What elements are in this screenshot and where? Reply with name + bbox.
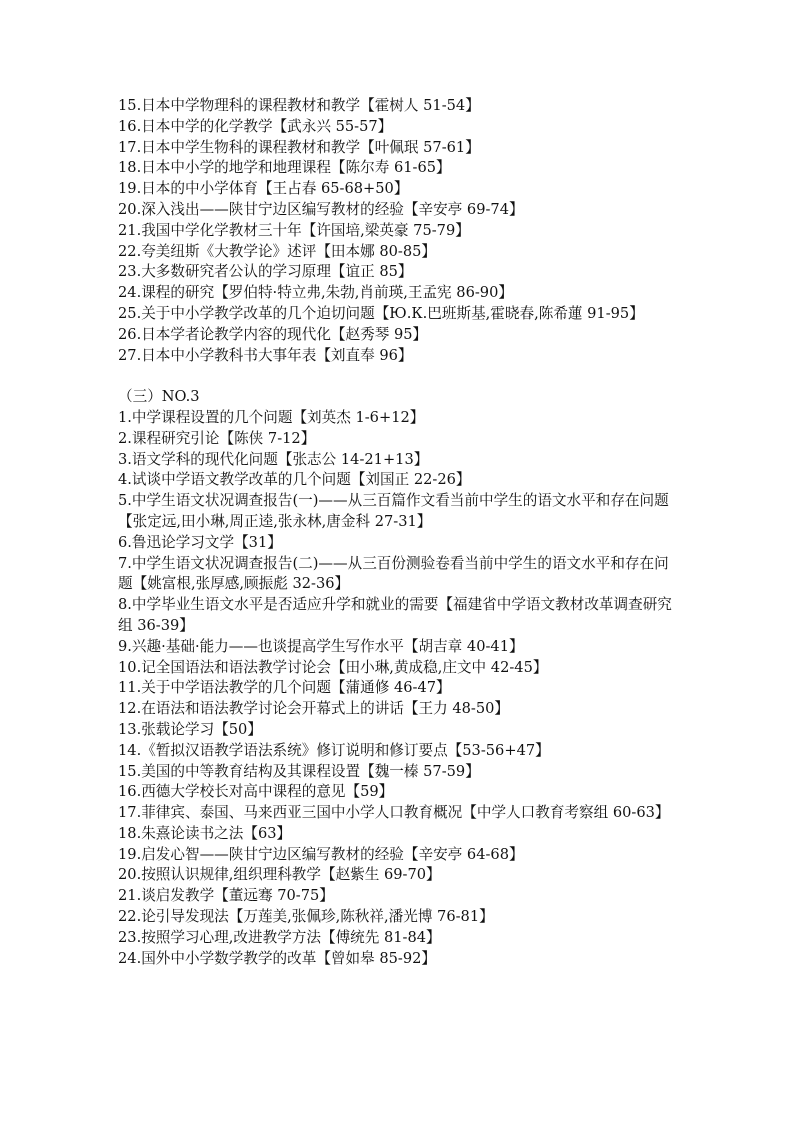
- list-item: 17.日本中学生物科的课程教材和教学【叶佩珉 57-61】: [118, 138, 480, 156]
- list-item: 11.关于中学语法教学的几个问题【蒲通修 46-47】: [118, 679, 451, 697]
- section-no3: [118, 387, 680, 969]
- list-item: 2.课程研究引论【陈侠 7-12】: [118, 429, 316, 447]
- list-item: 23.大多数研究者公认的学习原理【谊正 85】: [118, 263, 413, 281]
- list-item: 17.菲律宾、泰国、马来西亚三国中小学人口教育概况【中学人口教育考察组 60-63】: [118, 804, 670, 822]
- document-page: [118, 96, 680, 969]
- list-item: 27.日本中小学教科书大事年表【刘直奉 96】: [118, 346, 413, 364]
- list-item: 9.兴趣·基础·能力——也谈提高学生写作水平【胡吉章 40-41】: [118, 637, 524, 655]
- list-item: 16.日本中学的化学教学【武永兴 55-57】: [118, 117, 393, 135]
- section-heading: （三）NO.3: [118, 388, 200, 406]
- list-item: 18.朱熹论读书之法【63】: [118, 824, 292, 842]
- list-item: 10.记全国语法和语法教学讨论会【田小琳,黄成稳,庄文中 42-45】: [118, 658, 548, 676]
- list-item: 18.日本中小学的地学和地理课程【陈尔寿 61-65】: [118, 159, 451, 177]
- list-item: 14.《暂拟汉语教学语法系统》修订说明和修订要点【53-56+47】: [118, 741, 550, 759]
- list-item: 24.课程的研究【罗伯特·特立弗,朱勃,肖前瑛,王孟宪 86-90】: [118, 284, 513, 302]
- list-item: 15.日本中学物理科的课程教材和教学【霍树人 51-54】: [118, 97, 480, 114]
- list-item: 19.启发心智——陕甘宁边区编写教材的经验【辛安亭 64-68】: [118, 845, 524, 863]
- list-item: 20.按照认识规律,组织理科教学【赵紫生 69-70】: [118, 866, 441, 884]
- list-item: 26.日本学者论教学内容的现代化【赵秀琴 95】: [118, 325, 428, 343]
- list-item: 20.深入浅出——陕甘宁边区编写教材的经验【辛安亭 69-74】: [118, 200, 524, 218]
- list-item: 3.语文学科的现代化问题【张志公 14-21+13】: [118, 450, 429, 468]
- list-item: 7.中学生语文状况调查报告(二)——从三百份测验卷看当前中学生的语文水平和存在问题【姚富根,张厚感,顾振彪 32-36】: [118, 554, 669, 593]
- list-item: 8.中学毕业生语文水平是否适应升学和就业的需要【福建省中学语文教材改革调查研究组 36-39】: [118, 596, 672, 634]
- list-item: 25.关于中小学教学改革的几个迫切问题【Ю.К.巴班斯基,霍晓春,陈希蓮 91-95】: [118, 304, 644, 322]
- list-item: 22.论引导发现法【万莲美,张佩珍,陈秋祥,潘光博 76-81】: [118, 908, 494, 926]
- list-item: 15.美国的中等教育结构及其课程设置【魏一榛 57-59】: [118, 762, 480, 780]
- list-item: 23.按照学习心理,改进教学方法【傅统先 81-84】: [118, 928, 441, 946]
- list-item: 21.我国中学化学教材三十年【许国培,梁英豪 75-79】: [118, 221, 470, 239]
- list-item: 13.张载论学习【50】: [118, 720, 262, 738]
- section-gap: [118, 366, 680, 387]
- list-item: 5.中学生语文状况调查报告(一)——从三百篇作文看当前中学生的语文水平和存在问题【张定远,田小琳,周正逵,张永林,唐金科 27-31】: [118, 492, 669, 530]
- list-item: 1.中学课程设置的几个问题【刘英杰 1-6+12】: [118, 408, 425, 426]
- list-item: 16.西德大学校长对高中课程的意见【59】: [118, 783, 394, 801]
- section-continued-list: [118, 96, 680, 366]
- list-item: 22.夸美纽斯《大教学论》述评【田本娜 80-85】: [118, 242, 437, 260]
- list-item: 24.国外中小学数学教学的改革【曾如皋 85-92】: [118, 949, 437, 967]
- list-item: 6.鲁迅论学习文学【31】: [118, 533, 282, 551]
- list-item: 21.谈启发教学【董远骞 70-75】: [118, 887, 334, 905]
- list-item: 19.日本的中小学体育【王占春 65-68+50】: [118, 180, 409, 198]
- list-item: 12.在语法和语法教学讨论会开幕式上的讲话【王力 48-50】: [118, 700, 509, 718]
- list-item: 4.试谈中学语文教学改革的几个问题【刘国正 22-26】: [118, 471, 471, 489]
